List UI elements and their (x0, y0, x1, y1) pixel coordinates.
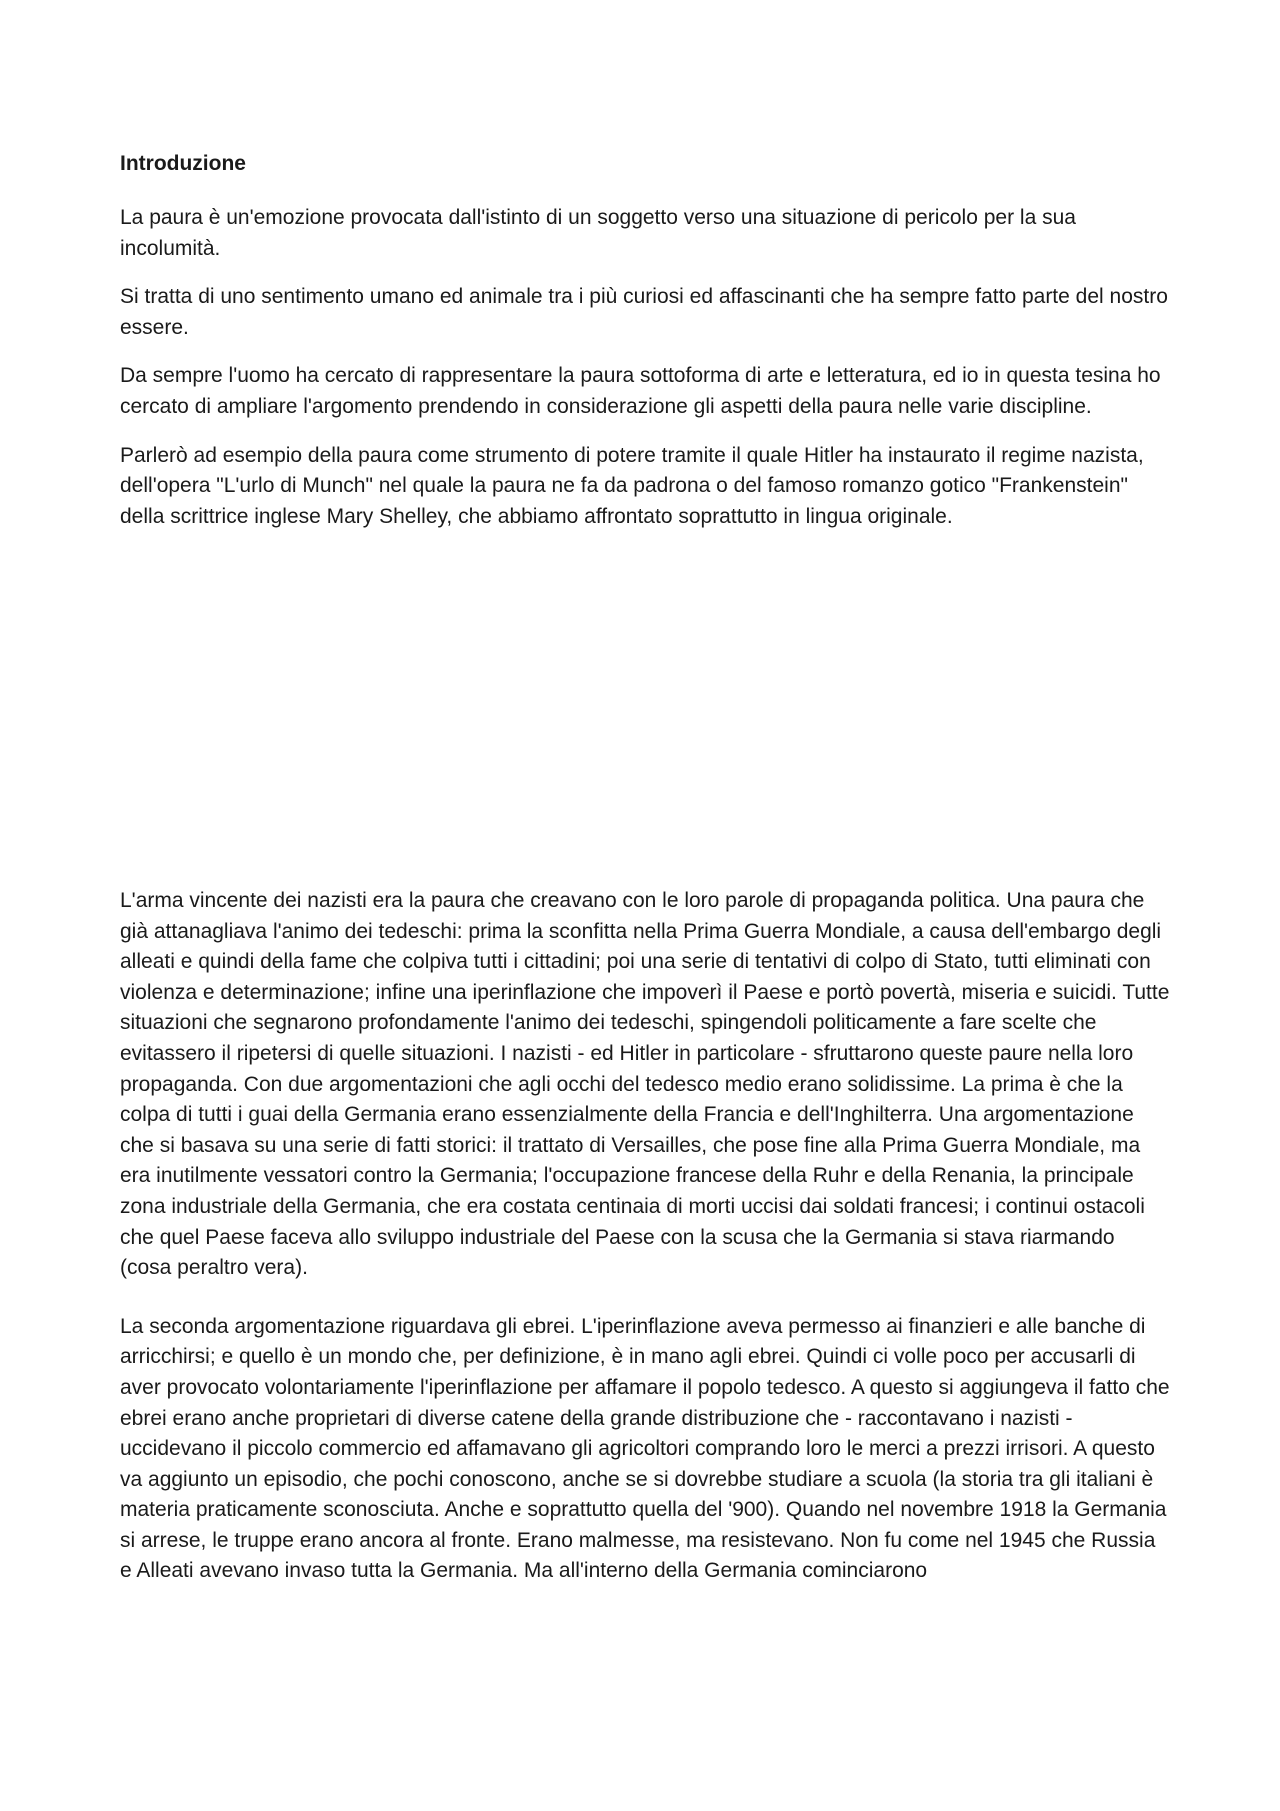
intro-section (120, 203, 1170, 550)
intro-paragraph-1: La paura è un'emozione provocata dall'istinto di un soggetto verso una situazione di pericolo per la sua incolumità. (120, 206, 1076, 260)
page-title: Introduzione (120, 152, 246, 175)
intro-paragraph-4: Parlerò ad esempio della paura come strumento di potere tramite il quale Hitler ha instaurato il regime nazista, dell'opera "L'urlo di Munch" nel quale la paura ne fa da padrona o del famoso romanzo gotico "Frankenstein" della scrittrice inglese Mary Shelley, che abbiamo affrontato soprattutto in lingua originale. (120, 443, 1144, 528)
body-section (120, 886, 1170, 1615)
intro-paragraph-2: Si tratta di uno sentimento umano ed animale tra i più curiosi ed affascinanti che ha sempre fatto parte del nostro essere. (120, 285, 1168, 339)
body-paragraph-1: L'arma vincente dei nazisti era la paura che creavano con le loro parole di propaganda politica. Una paura che già attanagliava l'animo dei tedeschi: prima la sconfitta nella Prima Guerra Mondiale, a causa dell'embargo degli alleati e quindi della fame che colpiva tutti i cittadini; poi una serie di tentativi di colpo di Stato, tutti eliminati con violenza e determinazione; infine una iperinflazione che impoverì il Paese e portò povertà, miseria e suicidi. Tutte situazioni che segnarono profondamente l'animo dei tedeschi, spingendoli politicamente a fare scelte che evitassero il ripetersi di quelle situazioni. I nazisti - ed Hitler in particolare - sfruttarono queste paure nella loro propaganda. Con due argomentazioni che agli occhi del tedesco medio erano solidissime. La prima è che la colpa di tutti i guai della Germania erano essenzialmente della Francia e dell'Inghilterra. Una argomentazione che si basava su una serie di fatti storici: il trattato di Versailles, che pose fine alla Prima Guerra Mondiale, ma era inutilmente vessatori contro la Germania; l'occupazione francese della Ruhr e della Renania, la principale zona industriale della Germania, che era costata centinaia di morti uccisi dai soldati francesi; i continui ostacoli che quel Paese faceva allo sviluppo industriale del Paese con la scusa che la Germania si stava riarmando (cosa peraltro vera). (120, 889, 1170, 1280)
body-paragraph-2: La seconda argomentazione riguardava gli ebrei. L'iperinflazione aveva permesso ai finanzieri e alle banche di arricchirsi; e quello è un mondo che, per definizione, è in mano agli ebrei. Quindi ci volle poco per accusarli di aver provocato volontariamente l'iperinflazione per affamare il popolo tedesco. A questo si aggiungeva il fatto che ebrei erano anche proprietari di diverse catene della grande distribuzione che - raccontavano i nazisti - uccidevano il piccolo commercio ed affamavano gli agricoltori comprando loro le merci a prezzi irrisori. A questo va aggiunto un episodio, che pochi conoscono, anche se si dovrebbe studiare a scuola (la storia tra gli italiani è materia praticamente sconosciuta. Anche e soprattutto quella del '900). Quando nel novembre 1918 la Germania si arrese, le truppe erano ancora al fronte. Erano malmesse, ma resistevano. Non fu come nel 1945 che Russia e Alleati avevano invaso tutta la Germania. Ma all'interno della Germania cominciarono (120, 1314, 1170, 1583)
intro-paragraph-3: Da sempre l'uomo ha cercato di rappresentare la paura sottoforma di arte e letteratura, ed io in questa tesina ho cercato di ampliare l'argomento prendendo in considerazione gli aspetti della paura nelle varie discipline. (120, 364, 1161, 418)
